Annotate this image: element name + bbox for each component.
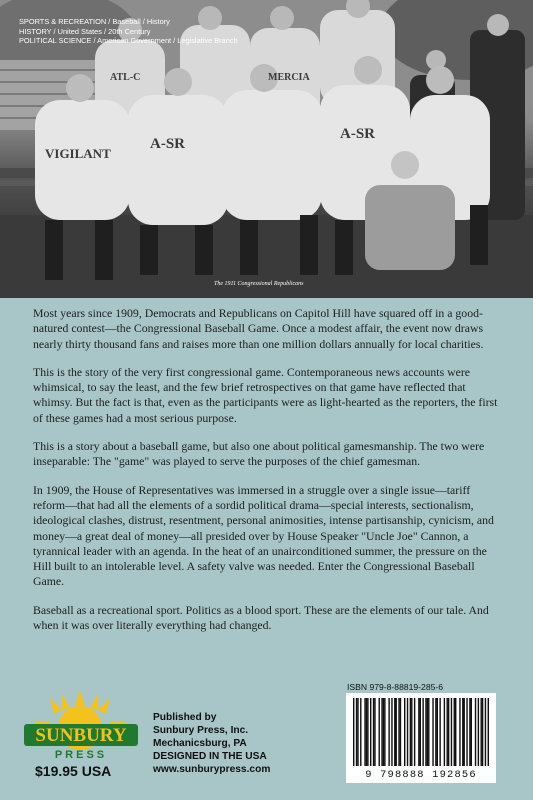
blurb-paragraph: In 1909, the House of Representatives was immersed in a struggle over a single issue—tariff reform—that had all the elements of a sordid political drama—special interests, sectionalism, ideological clashes, distrust, resentment, personal animosities, intense partisanship, cynicism, and money—a great deal of money—all presided over by House Speaker "Uncle Joe" Cannon, a tyrannical leader with an agenda. In the heat of an unairconditioned summer, the pressure on the Hill built to an intolerable level. A safety valve was needed. Enter the Congressional Baseball Game.: [33, 482, 494, 589]
barcode-bar: [410, 698, 411, 766]
photo-caption: The 1911 Congressional Republicans: [214, 281, 304, 287]
price: $19.95 USA: [35, 763, 112, 779]
category-line: POLITICAL SCIENCE / American Government / Legislative Branch: [19, 36, 238, 46]
barcode-bar: [435, 698, 436, 766]
subject-categories: [19, 17, 238, 46]
publisher-line: Mechanicsburg, PA: [153, 738, 247, 750]
svg-text:A-SR: A-SR: [340, 126, 376, 142]
barcode-bar: [478, 698, 479, 766]
barcode-bar: [475, 698, 476, 766]
barcode-bar: [400, 698, 401, 766]
barcode-bar: [381, 698, 382, 766]
barcode-bar: [396, 698, 397, 766]
barcode-bar: [459, 698, 460, 766]
barcode-bar: [411, 698, 412, 766]
barcode-bar: [353, 698, 354, 766]
publisher-line: DESIGNED IN THE USA: [153, 751, 267, 763]
barcode-bar: [366, 698, 367, 766]
barcode-bar: [398, 698, 399, 766]
barcode-bar: [464, 698, 465, 766]
barcode-bar: [356, 698, 357, 766]
svg-text:ATL-C: ATL-C: [110, 72, 141, 83]
publisher-info: [153, 711, 270, 776]
barcode-bar: [488, 698, 489, 766]
sun-icon: [22, 688, 140, 768]
barcode-bar: [482, 698, 483, 766]
svg-text:MERCIA: MERCIA: [268, 72, 310, 83]
barcode-bar: [471, 698, 472, 766]
barcode-bar: [383, 698, 384, 766]
barcode-bar: [462, 698, 463, 766]
barcode-bar: [448, 698, 449, 766]
publisher-line: Published by: [153, 712, 217, 723]
barcode-bar: [367, 698, 368, 766]
blurb-paragraph: Most years since 1909, Democrats and Republicans on Capitol Hill have squared off in a good-natured contest—the Congressional Baseball Game. Once a modest affair, the event now draws nearly thirty thousand fans and raises more than one million dollars annually for local charities.: [33, 306, 484, 351]
svg-text:VIGILANT: VIGILANT: [45, 146, 111, 161]
team-photo: [0, 0, 533, 298]
barcode-bar: [437, 698, 438, 766]
blurb-paragraph: This is a story about a baseball game, but also one about political gamesmanship. The two were inseparable: The "game" was played to serve the purposes of the chief gamesman.: [33, 439, 485, 469]
logo-subtitle: PRESS: [54, 749, 108, 761]
barcode-bar: [384, 698, 385, 766]
publisher-line: www.sunburypress.com: [153, 764, 271, 776]
category-line: HISTORY / United States / 20th Century: [19, 26, 151, 36]
blurb-paragraph: Baseball as a recreational sport. Politics as a blood sport. These are the elements of our tale. And when it was over literally everything had changed.: [33, 602, 489, 633]
barcode-bar: [425, 698, 426, 766]
barcode-bar: [432, 698, 433, 766]
barcode-digits: 9 798888 192856: [365, 769, 477, 781]
barcode-bar: [379, 698, 380, 766]
barcode-bar: [388, 698, 389, 766]
barcode-bar: [485, 698, 486, 766]
barcode-bar: [422, 698, 423, 766]
barcode-bar: [454, 698, 455, 766]
isbn-barcode: [346, 693, 496, 783]
barcode-bar: [373, 698, 374, 766]
barcode-bar: [360, 698, 361, 766]
barcode-bar: [357, 698, 358, 766]
barcode-bar: [451, 698, 452, 766]
barcode-bar: [455, 698, 456, 766]
svg-text:A-SR: A-SR: [150, 136, 186, 152]
barcode-bar: [428, 698, 429, 766]
barcode-bars: [353, 698, 489, 766]
publisher-line: Sunbury Press, Inc.: [153, 725, 249, 737]
isbn-label: ISBN 979-8-88819-285-6: [347, 682, 444, 692]
barcode-bar: [447, 698, 448, 766]
barcode-bar: [481, 698, 482, 766]
barcode-bar: [394, 698, 395, 766]
blurb-text: [33, 306, 503, 646]
barcode-bar: [427, 698, 428, 766]
barcode-bar: [391, 698, 392, 766]
barcode-bar: [370, 698, 371, 766]
barcode-bar: [418, 698, 419, 766]
barcode-bar: [374, 698, 375, 766]
barcode-bar: [364, 698, 365, 766]
barcode-bar: [407, 698, 408, 766]
barcode-bar: [466, 698, 467, 766]
barcode-bar: [469, 698, 470, 766]
barcode-bar: [444, 698, 445, 766]
barcode-bar: [404, 698, 405, 766]
barcode-bar: [420, 698, 421, 766]
category-line: SPORTS & RECREATION / Baseball / History: [19, 17, 170, 26]
barcode-bar: [439, 698, 440, 766]
barcode-bar: [414, 698, 415, 766]
blurb-paragraph: This is the story of the very first congressional game. Contemporaneous news accounts were whimsical, to say the least, and the few brief retrospectives on that game have reflected that whimsy. But the fact is that, even as the participants were as light-hearted as the reporters, the first of these games had a most serious purpose.: [33, 364, 498, 425]
logo-wordmark: SUNBURY: [35, 725, 127, 746]
